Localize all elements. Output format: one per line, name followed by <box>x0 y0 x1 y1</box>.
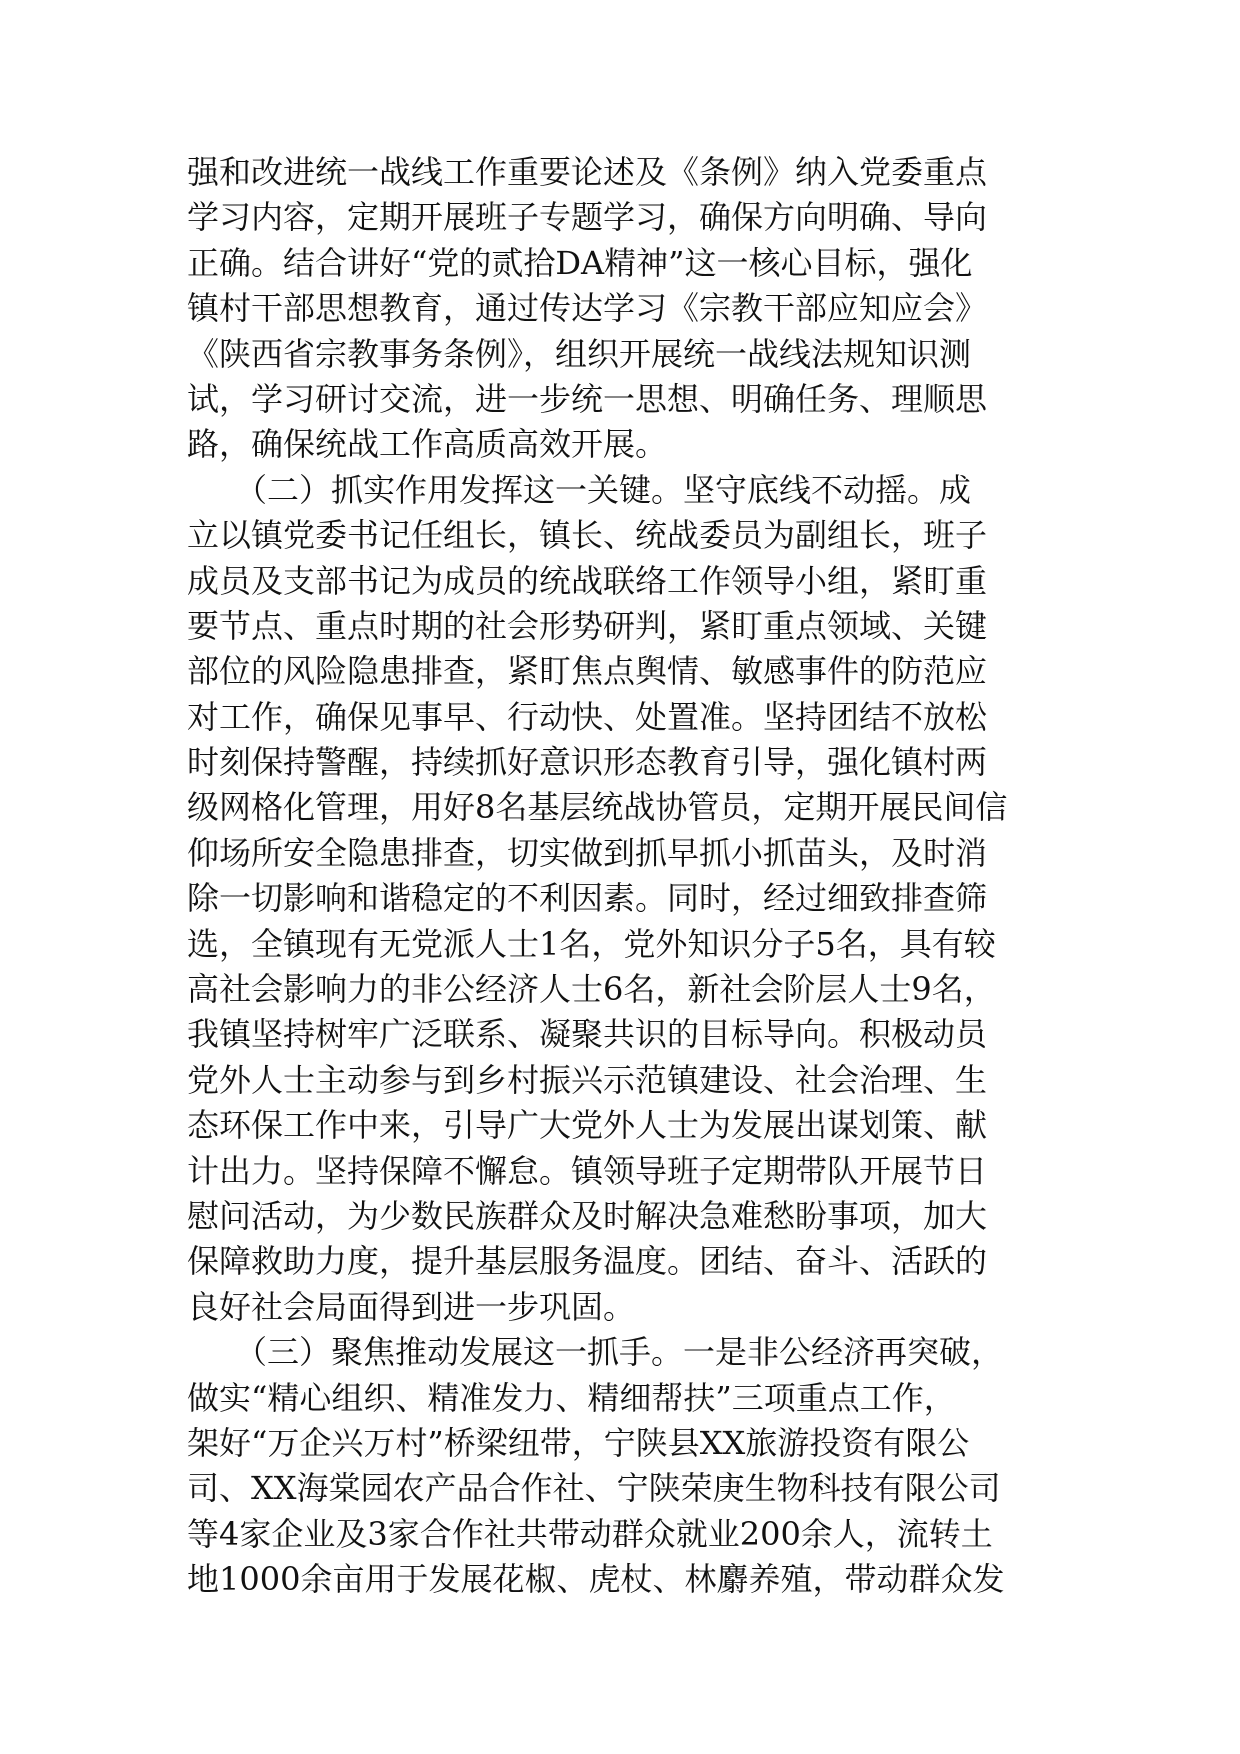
text-line: 计出力。坚持保障不懈怠。镇领导班子定期带队开展节日 <box>187 1151 988 1190</box>
text-line: 选，全镇现有无党派人士1名，党外知识分子5名，具有较 <box>187 924 996 963</box>
section-heading-line: （三）聚焦推动发展这一抓手。一是非公经济再突破， <box>187 1333 1004 1372</box>
text-line: 级网格化管理，用好8名基层统战协管员，定期开展民间信 <box>187 788 1008 827</box>
text-line: 时刻保持警醒，持续抓好意识形态教育引导，强化镇村两 <box>187 743 988 782</box>
text-line: 要节点、重点时期的社会形势研判，紧盯重点领域、关键 <box>187 606 988 645</box>
text-line: 学习内容，定期开展班子专题学习，确保方向明确、导向 <box>187 198 988 237</box>
text-line: 立以镇党委书记任组长，镇长、统战委员为副组长，班子 <box>187 516 988 555</box>
text-line: 司、XX海棠园农产品合作社、宁陕荣庚生物科技有限公司 <box>187 1469 1001 1508</box>
text-line: 部位的风险隐患排查，紧盯焦点舆情、敏感事件的防范应 <box>187 652 988 691</box>
text-line: 镇村干部思想教育，通过传达学习《宗教干部应知应会》 <box>187 289 988 328</box>
text-line: 良好社会局面得到进一步巩固。 <box>187 1287 636 1326</box>
text-line: 《陕西省宗教事务条例》，组织开展统一战线法规知识测 <box>187 334 972 373</box>
text-line: 党外人士主动参与到乡村振兴示范镇建设、社会治理、生 <box>187 1060 988 1099</box>
document-body-text <box>187 150 1067 1603</box>
text-line: 慰问活动，为少数民族群众及时解决急难愁盼事项，加大 <box>187 1196 988 1235</box>
text-line: 地1000余亩用于发展花椒、虎杖、林麝养殖，带动群众发 <box>187 1560 1005 1599</box>
text-line: 我镇坚持树牢广泛联系、凝聚共识的目标导向。积极动员 <box>187 1015 988 1054</box>
text-line: 试，学习研讨交流，进一步统一思想、明确任务、理顺思 <box>187 379 988 418</box>
text-line: 路，确保统战工作高质高效开展。 <box>187 425 668 464</box>
text-line: 架好“万企兴万村”桥梁纽带，宁陕县XX旅游投资有限公 <box>187 1423 970 1462</box>
text-line: 做实“精心组织、精准发力、精细帮扶”三项重点工作， <box>187 1378 956 1417</box>
text-line: 强和改进统一战线工作重要论述及《条例》纳入党委重点 <box>187 153 988 191</box>
text-line: 成员及支部书记为成员的统战联络工作领导小组，紧盯重 <box>187 561 988 600</box>
text-line: 高社会影响力的非公经济人士6名，新社会阶层人士9名， <box>187 970 996 1009</box>
text-line: 除一切影响和谐稳定的不利因素。同时，经过细致排查筛 <box>187 879 988 918</box>
text-line: 正确。结合讲好“党的贰拾DA精神”这一核心目标，强化 <box>187 243 973 282</box>
text-line: 保障救助力度，提升基层服务温度。团结、奋斗、活跃的 <box>187 1242 988 1281</box>
section-heading-line: （二）抓实作用发挥这一关键。坚守底线不动摇。成 <box>187 470 972 509</box>
text-line: 等4家企业及3家合作社共带动群众就业200余人，流转土 <box>187 1514 993 1553</box>
text-line: 对工作，确保见事早、行动快、处置准。坚持团结不放松 <box>187 697 988 736</box>
text-line: 态环保工作中来，引导广大党外人士为发展出谋划策、献 <box>187 1106 988 1145</box>
text-line: 仰场所安全隐患排查，切实做到抓早抓小抓苗头，及时消 <box>187 833 988 872</box>
